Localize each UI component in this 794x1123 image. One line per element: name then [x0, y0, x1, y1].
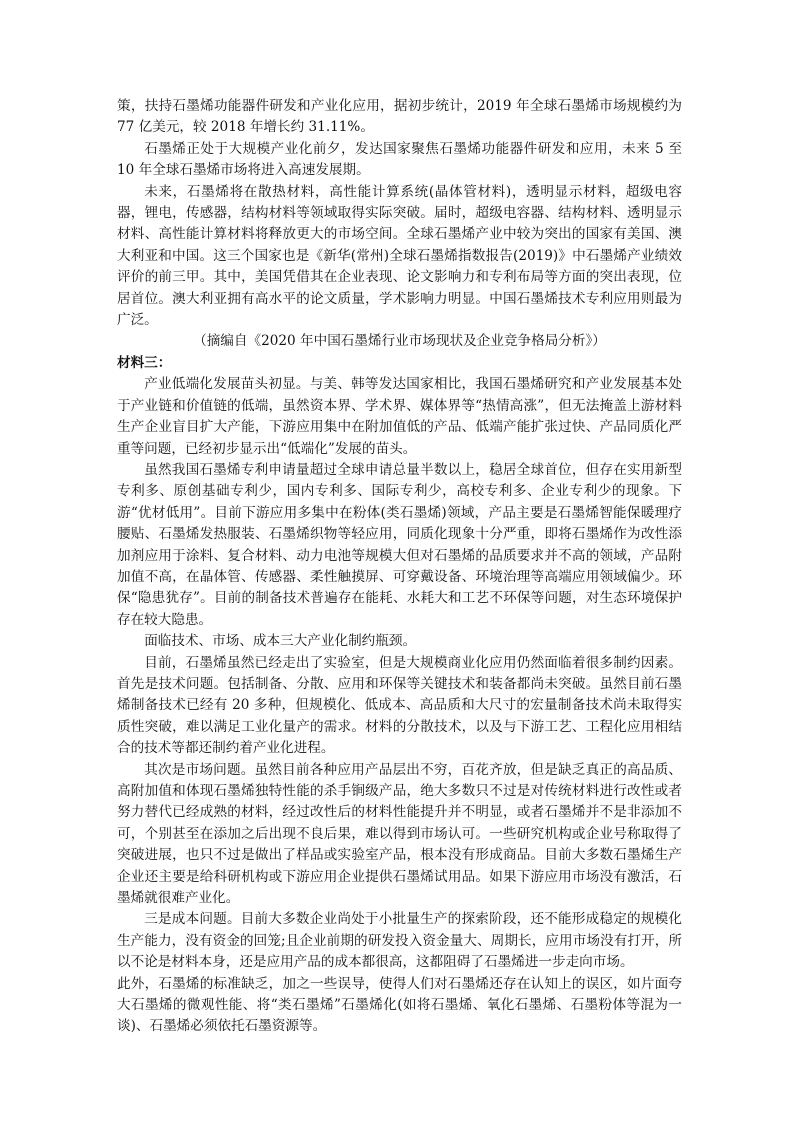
- paragraph: 石墨烯正处于大规模产业化前夕，发达国家聚焦石墨烯功能器件研发和应用，未来 5 至 10 年全球石墨烯市场将进入高速发展期。: [117, 140, 682, 179]
- paragraph: 其次是市场问题。虽然目前各种应用产品层出不穷，百花齐放，但是缺乏真正的高品质、高附加值和体现石墨烯独特性能的杀手锏级产品，绝大多数只不过是对传统材料进行改性或者努力替代已经成熟的材料，经过改性后的材料性能提升并不明显，或者石墨烯并不是非添加不可，个别甚至在添加之后出现不良后果，难以得到市场认可。一些研究机构或企业号称取得了突破进展，也只不过是做出了样品或实验室产品，根本没有形成商品。目前大多数石墨烯生产企业还主要是给科研机构或下游应用企业提供石墨烯试用品。如果下游应用市场没有激活，石墨烯就很难产业化。: [117, 761, 682, 907]
- paragraph: 三是成本问题。目前大多数企业尚处于小批量生产的探索阶段，还不能形成稳定的规模化生产能力，没有资金的回笼;且企业前期的研发投入资金量大、周期长，应用市场没有打开，所以不论是材料本身，还是应用产品的成本都很高，这都阻碍了石墨烯进一步走向市场。: [117, 911, 682, 971]
- article-body: [117, 96, 682, 1038]
- section-heading: 材料三：: [117, 354, 172, 371]
- source-citation: （摘编自《2020 年中国石墨烯行业市场现状及企业竞争格局分析》）: [193, 333, 606, 350]
- paragraph: 目前，石墨烯虽然已经走出了实验室，但是大规模商业化应用仍然面临着很多制约因素。首先是技术问题。包括制备、分散、应用和环保等关键技术和装备都尚未突破。虽然目前石墨烯制备技术已经有 20 多种，但规模化、低成本、高品质和大尺寸的宏量制备技术尚未取得实质性突破，难以满足工业化量产的需求。材料的分散技术，以及与下游工艺、工程化应用相结合的技术等都还制约着产业化进程。: [117, 654, 682, 757]
- paragraph: 面临技术、市场、成本三大产业化制约瓶颈。: [144, 633, 417, 650]
- paragraph-continuation: 策，扶持石墨烯功能器件研发和产业化应用，据初步统计，2019 年全球石墨烯市场规模约为 77 亿美元，较 2018 年增长约 31.11%。: [117, 98, 682, 136]
- paragraph-final: 此外，石墨烯的标准缺乏，加之一些误导，使得人们对石墨烯还存在认知上的误区，如片面夸大石墨烯的微观性能、将“类石墨烯”石墨烯化(如将石墨烯、氧化石墨烯、石墨粉体等混为一谈)、石墨烯必须依托石墨资源等。: [117, 975, 682, 1035]
- paragraph: 虽然我国石墨烯专利申请量超过全球申请总量半数以上，稳居全球首位，但存在实用新型专利多、原创基础专利少，国内专利多、国际专利少，高校专利多、企业专利少的现象。下游“优材低用”。目前下游应用多集中在粉体(类石墨烯)领域，产品主要是石墨烯智能保暖理疗腰贴、石墨烯发热服装、石墨烯织物等轻应用，同质化现象十分严重，即将石墨烯作为改性添加剂应用于涂料、复合材料、动力电池等规模大但对石墨烯的品质要求并不高的领域，产品附加值不高，在晶体管、传感器、柔性触摸屏、可穿戴设备、环境治理等高端应用领域偏少。环保“隐患犹存”。目前的制备技术普遍存在能耗、水耗大和工艺不环保等问题，对生态环境保护存在较大隐患。: [117, 461, 682, 628]
- paragraph: 产业低端化发展苗头初显。与美、韩等发达国家相比，我国石墨烯研究和产业发展基本处于产业链和价值链的低端，虽然资本界、学术界、媒体界等“热情高涨”，但无法掩盖上游材料生产企业盲目扩大产能，下游应用集中在附加值低的产品、低端产能扩张过快、产品同质化严重等问题，已经初步显示出“低端化”发展的苗头。: [117, 376, 682, 457]
- paragraph: 未来，石墨烯将在散热材料，高性能计算系统(晶体管材料)，透明显示材料，超级电容器，锂电，传感器，结构材料等领域取得实际突破。届时，超级电容器、结构材料、透明显示材料、高性能计算材料将释放更大的市场空间。全球石墨烯产业中较为突出的国家有美国、澳大利亚和中国。这三个国家也是《新华(常州)全球石墨烯指数报告(2019)》中石墨烯产业绩效评价的前三甲。其中，美国凭借其在企业表现、论文影响力和专利布局等方面的突出表现，位居首位。澳大利亚拥有高水平的论文质量，学术影响力明显。中国石墨烯技术专利应用则最为广泛。: [117, 183, 682, 329]
